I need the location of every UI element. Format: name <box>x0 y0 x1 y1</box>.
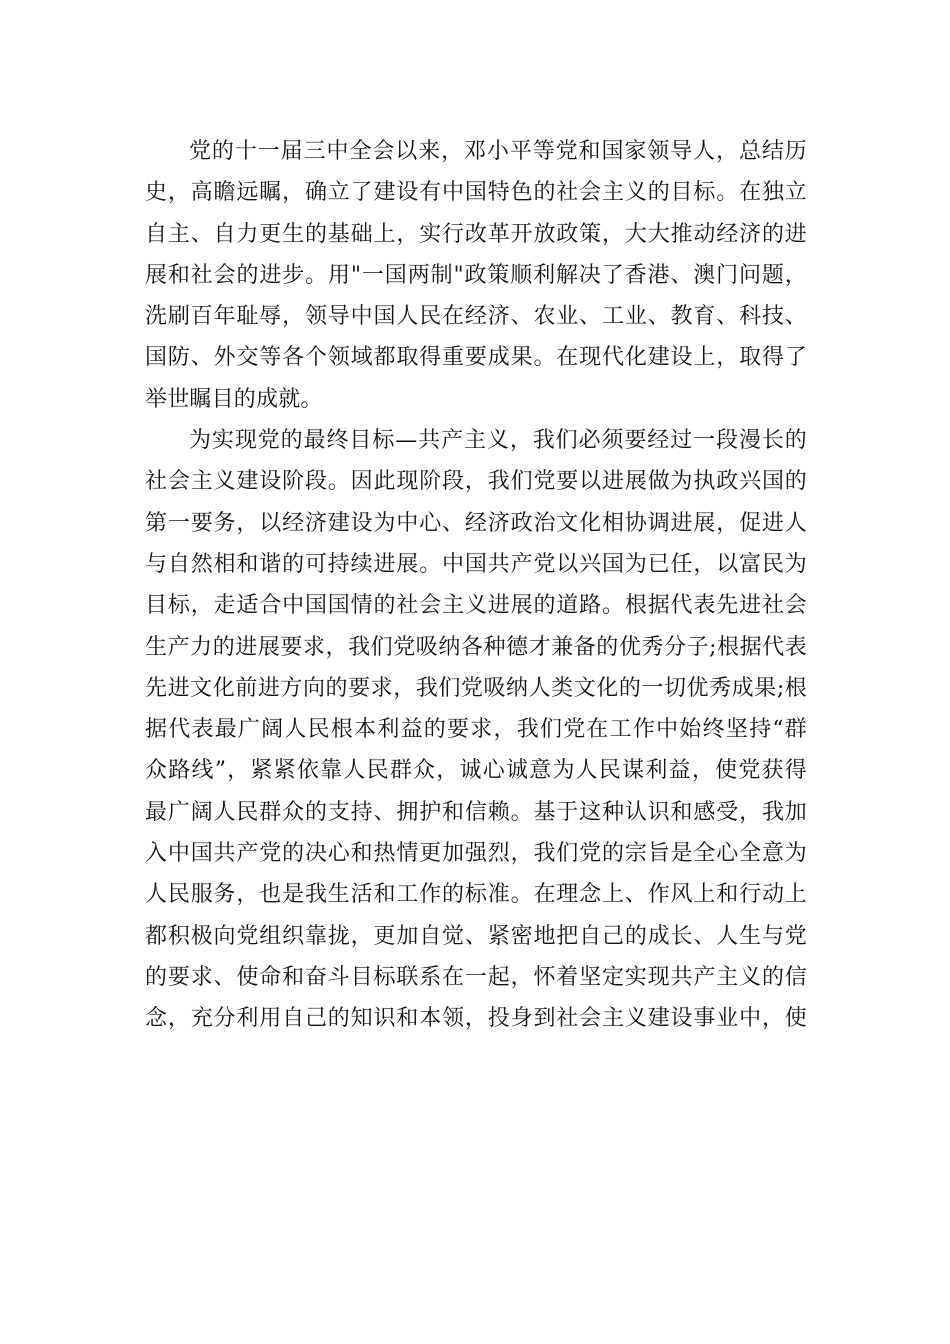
paragraph-2 <box>145 420 807 1039</box>
text-line: 展和社会的进步。用"一国两制"政策顺利解决了香港、澳门问题， <box>145 262 807 288</box>
text-line: 自主、自力更生的基础上，实行改革开放政策，大大推动经济的进 <box>145 221 807 247</box>
text-line: 念，充分利用自己的知识和本领，投身到社会主义建设事业中，使 <box>145 1006 807 1032</box>
paragraph-1 <box>145 131 807 420</box>
text-line: 都积极向党组织靠拢，更加自觉、紧密地把自己的成长、人生与党 <box>145 923 807 949</box>
text-line: 史，高瞻远瞩，确立了建设有中国特色的社会主义的目标。在独立 <box>145 180 807 206</box>
text-line: 据代表最广阔人民根本利益的要求，我们党在工作中始终坚持“群 <box>145 717 807 743</box>
text-line: 举世瞩目的成就。 <box>145 386 323 412</box>
text-line: 为实现党的最终目标—共产主义，我们必须要经过一段漫长的 <box>189 428 807 454</box>
text-line: 人民服务，也是我生活和工作的标准。在理念上、作风上和行动上 <box>145 882 807 908</box>
text-line: 入中国共产党的决心和热情更加强烈，我们党的宗旨是全心全意为 <box>145 841 807 867</box>
text-line: 最广阔人民群众的支持、拥护和信赖。基于这种认识和感受，我加 <box>145 799 807 825</box>
text-line: 先进文化前进方向的要求，我们党吸纳人类文化的一切优秀成果;根 <box>145 675 807 701</box>
text-line: 第一要务，以经济建设为中心、经济政治文化相协调进展，促进人 <box>145 510 807 536</box>
text-line: 社会主义建设阶段。因此现阶段，我们党要以进展做为执政兴国的 <box>145 469 807 495</box>
document-body <box>145 131 807 1040</box>
text-line: 的要求、使命和奋斗目标联系在一起，怀着坚定实现共产主义的信 <box>145 964 807 990</box>
text-line: 与自然相和谐的可持续进展。中国共产党以兴国为已任，以富民为 <box>145 551 807 577</box>
text-line: 洗刷百年耻辱，领导中国人民在经济、农业、工业、教育、科技、 <box>145 304 807 330</box>
text-line: 国防、外交等各个领域都取得重要成果。在现代化建设上，取得了 <box>145 345 807 371</box>
text-line: 目标，走适合中国国情的社会主义进展的道路。根据代表先进社会 <box>145 593 807 619</box>
text-line: 党的十一届三中全会以来，邓小平等党和国家领导人，总结历 <box>189 139 807 164</box>
text-line: 生产力的进展要求，我们党吸纳各种德才兼备的优秀分子;根据代表 <box>145 634 807 660</box>
text-line: 众路线”，紧紧依靠人民群众，诚心诚意为人民谋利益，使党获得 <box>145 758 807 784</box>
